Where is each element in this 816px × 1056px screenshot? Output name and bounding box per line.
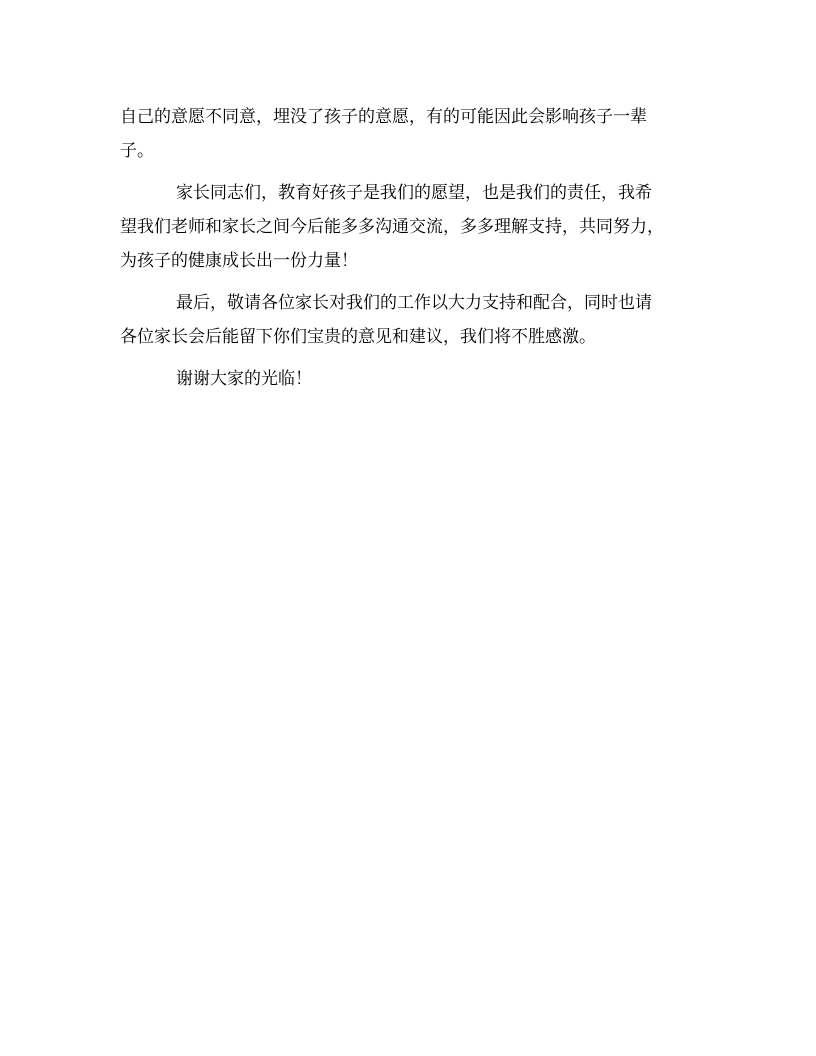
paragraph-line: 最后，敬请各位家长对我们的工作以大力支持和配合，同时也请 [176,293,652,313]
paragraph-line: 家长同志们，教育好孩子是我们的愿望，也是我们的责任，我希 [176,183,652,203]
paragraph-line: 望我们老师和家长之间今后能多多沟通交流，多多理解支持，共同努力， [120,217,664,237]
paragraph-line: 各位家长会后能留下你们宝贵的意见和建议，我们将不胜感激。 [120,327,596,347]
paragraph-line: 子。 [120,141,154,161]
paragraph-line: 谢谢大家的光临！ [176,369,312,389]
paragraph-line: 自己的意愿不同意，埋没了孩子的意愿，有的可能因此会影响孩子一辈 [120,107,647,127]
paragraph-2 [120,176,690,278]
paragraph-line: 为孩子的健康成长出一份力量！ [120,251,358,271]
paragraph-3 [120,286,690,354]
paragraph-1 [120,100,690,168]
paragraph-4 [120,362,690,396]
document-body [120,100,690,396]
